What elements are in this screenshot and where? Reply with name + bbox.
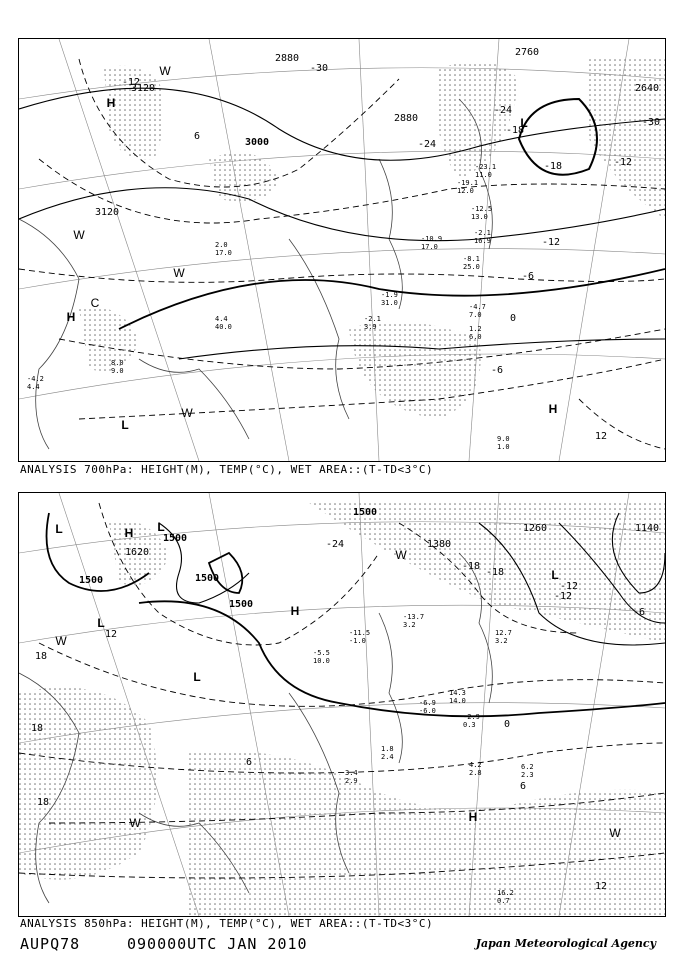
station-value: 0.3	[463, 721, 476, 729]
station-value: -8.1	[463, 255, 480, 263]
temp-label: 12	[594, 881, 608, 892]
temp-label: -6	[521, 271, 535, 282]
height-label: 1500	[352, 507, 378, 518]
low-center: L	[551, 568, 559, 582]
station-value: 3.4	[345, 769, 358, 777]
panel-850-caption: ANALYSIS 850hPa: HEIGHT(M), TEMP(°C), WET AREA::(T-TD<3°C)	[20, 917, 434, 930]
low-center: L	[121, 418, 129, 432]
height-label: 2640	[634, 83, 660, 94]
station-value: 12.7	[495, 629, 512, 637]
station-value: 2.0	[215, 241, 228, 249]
temp-label: 0	[503, 719, 511, 730]
height-label: 1380	[426, 539, 452, 550]
station-value: 4.4	[27, 383, 40, 391]
station-value: -1.9	[381, 291, 398, 299]
warm-marker: W	[609, 826, 621, 840]
station-value: 10.0	[313, 657, 330, 665]
temp-label: 6	[193, 131, 201, 142]
station-value: 6.2	[521, 763, 534, 771]
warm-marker: W	[395, 548, 407, 562]
height-label: 1500	[228, 599, 254, 610]
temp-label: -18	[461, 561, 481, 572]
high-center: H	[468, 810, 478, 824]
warm-marker: W	[55, 634, 67, 648]
temp-label: -30	[309, 63, 329, 74]
station-value: 13.0	[471, 213, 488, 221]
analysis-timestamp: 090000UTC JAN 2010	[127, 935, 308, 953]
warm-marker: W	[173, 266, 185, 280]
map-panel-850hpa	[18, 492, 666, 917]
height-label: 3120	[130, 83, 156, 94]
station-value: 2.3	[521, 771, 534, 779]
station-value: 8.0	[111, 359, 124, 367]
station-value: 4.4	[215, 315, 228, 323]
station-value: 40.0	[215, 323, 232, 331]
station-value: 1.0	[497, 443, 510, 451]
station-value: -13.7	[403, 613, 425, 621]
height-label: 1500	[78, 575, 104, 586]
low-center: L	[193, 670, 201, 684]
high-center: H	[290, 604, 300, 618]
station-value: 4.2	[469, 761, 482, 769]
station-value: -12.5	[471, 205, 493, 213]
height-label: 1500	[194, 573, 220, 584]
station-value: 16.9	[474, 237, 491, 245]
station-value: 17.0	[421, 243, 438, 251]
temp-label: -30	[641, 117, 661, 128]
station-value: 9.0	[497, 435, 510, 443]
station-value: -5.5	[313, 649, 330, 657]
high-center: H	[124, 526, 134, 540]
height-label: 2880	[393, 113, 419, 124]
station-value: 14.0	[449, 697, 466, 705]
station-value: 2.9	[345, 777, 358, 785]
temp-label: 12	[104, 629, 118, 640]
temp-label: -12	[121, 77, 141, 88]
temp-label: 18	[36, 797, 50, 808]
height-label: 3120	[94, 207, 120, 218]
temp-label: 0	[509, 313, 517, 324]
temp-label: -24	[417, 139, 437, 150]
station-value: 1.2	[469, 325, 482, 333]
station-value: 16.2	[497, 889, 514, 897]
station-value: 2.4	[381, 753, 394, 761]
height-label: 2760	[514, 47, 540, 58]
temp-label: -24	[493, 105, 513, 116]
station-value: -2.9	[463, 713, 480, 721]
station-value: 11.0	[475, 171, 492, 179]
cold-marker: C	[90, 296, 100, 310]
temp-label: -18	[505, 125, 525, 136]
station-value: 3.2	[403, 621, 416, 629]
map-700hpa-svg	[19, 39, 665, 461]
station-value: 31.0	[381, 299, 398, 307]
map-panel-700hpa	[18, 38, 666, 462]
station-value: 12.0	[457, 187, 474, 195]
temp-label: -18	[485, 567, 505, 578]
station-value: 9.0	[111, 367, 124, 375]
station-value: 2.8	[469, 769, 482, 777]
map-850hpa-svg	[19, 493, 665, 916]
height-label: 1140	[634, 523, 660, 534]
station-value: 25.0	[463, 263, 480, 271]
temp-label: 6	[245, 757, 253, 768]
station-value: -10.9	[421, 235, 443, 243]
station-value: -11.5	[349, 629, 371, 637]
temp-label: -6	[632, 607, 646, 618]
low-center: L	[55, 522, 63, 536]
station-value: -1.0	[349, 637, 366, 645]
temp-label: -12	[613, 157, 633, 168]
warm-marker: W	[129, 816, 141, 830]
temp-label: 18	[34, 651, 48, 662]
high-center: H	[66, 310, 76, 324]
station-value: -6.9	[419, 699, 436, 707]
low-center: L	[97, 616, 105, 630]
station-value: -2.1	[364, 315, 381, 323]
station-value: 14.3	[449, 689, 466, 697]
temp-label: -12	[559, 581, 579, 592]
station-value: -4.7	[469, 303, 486, 311]
temp-label: -6	[490, 365, 504, 376]
warm-marker: W	[73, 228, 85, 242]
station-value: -2.1	[474, 229, 491, 237]
temp-label: -12	[541, 237, 561, 248]
height-label: 1620	[124, 547, 150, 558]
temp-label: 18	[30, 723, 44, 734]
station-value: -19.1	[457, 179, 479, 187]
high-center: H	[548, 402, 558, 416]
station-value: 3.2	[495, 637, 508, 645]
station-value: 6.0	[469, 333, 482, 341]
temp-label: -24	[325, 539, 345, 550]
height-label: 2880	[274, 53, 300, 64]
low-center: L	[520, 116, 528, 130]
station-value: -23.1	[475, 163, 497, 171]
temp-label: -12	[553, 591, 573, 602]
high-center: H	[106, 96, 116, 110]
temp-label: 6	[519, 781, 527, 792]
station-value: 7.0	[469, 311, 482, 319]
wet-area-shading	[19, 503, 665, 916]
panel-700-caption: ANALYSIS 700hPa: HEIGHT(M), TEMP(°C), WET AREA::(T-TD<3°C)	[20, 463, 434, 476]
station-value: 17.0	[215, 249, 232, 257]
height-labels	[95, 47, 659, 218]
station-value: 3.9	[364, 323, 377, 331]
warm-marker: W	[181, 406, 193, 420]
station-value: 0.7	[497, 897, 510, 905]
station-value: 1.8	[381, 745, 394, 753]
chart-id: AUPQ78	[20, 935, 81, 953]
low-center: L	[157, 520, 165, 534]
height-label: 3000	[244, 137, 270, 148]
station-value: -4.2	[27, 375, 44, 383]
height-label: 1260	[522, 523, 548, 534]
station-value: -6.0	[419, 707, 436, 715]
temp-label: 12	[594, 431, 608, 442]
agency-credit: Japan Meteorological Agency	[475, 937, 656, 950]
warm-marker: W	[159, 64, 171, 78]
temp-label: -18	[543, 161, 563, 172]
height-label: 1500	[162, 533, 188, 544]
